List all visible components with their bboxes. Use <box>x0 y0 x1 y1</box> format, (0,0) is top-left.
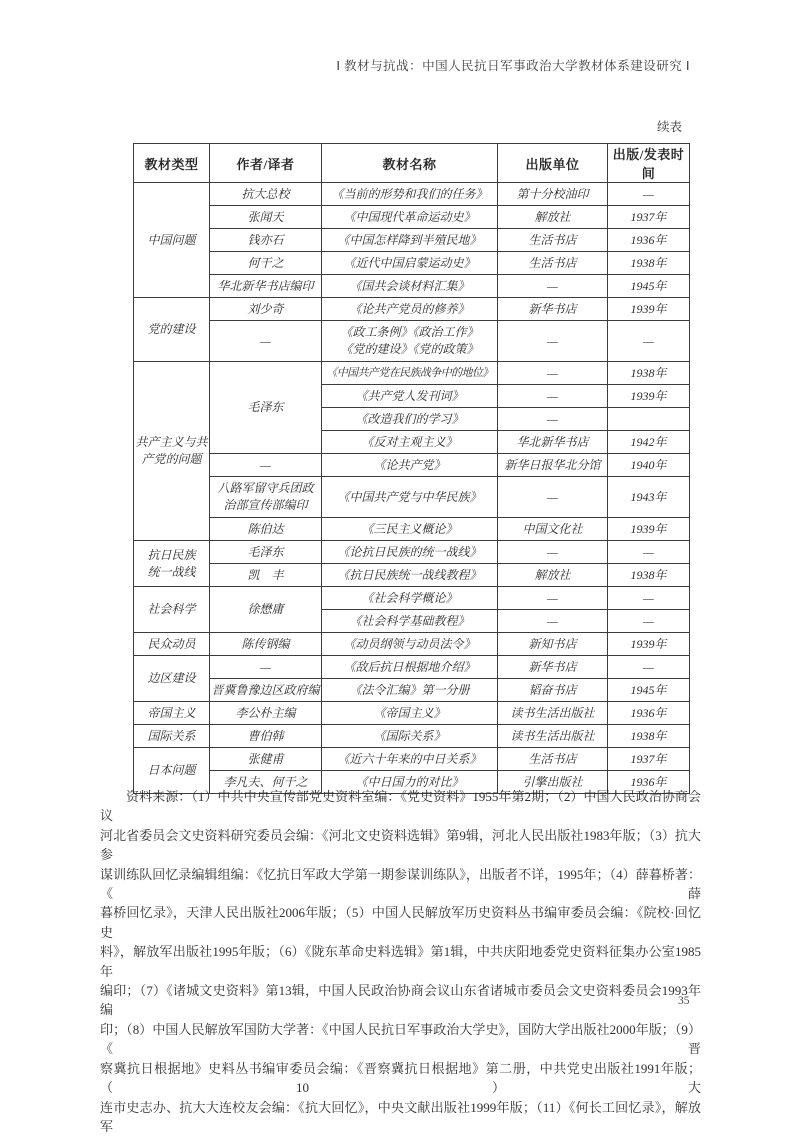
source-note-line: 印；（8）中国人民解放军国防大学著：《中国人民抗日军事政治大学史》，国防大学出版社2000年版；（9）《晋 <box>100 1020 701 1059</box>
cell-time: — <box>608 183 690 206</box>
cell-publisher: 读书生活出版社 <box>498 725 608 748</box>
cell-title: 《中日国力的对比》 <box>322 771 498 794</box>
source-note-line: 谋训练队回忆录编辑组编：《忆抗日军政大学第一期参谋训练队》，出版者不详，1995年；（4）薛暮桥著：《薛 <box>100 865 701 904</box>
cell-author: 张闻天 <box>210 206 322 229</box>
table-row <box>134 183 690 206</box>
cell-publisher: — <box>498 477 608 518</box>
table-row <box>134 725 690 748</box>
cell-author: 刘少奇 <box>210 298 322 321</box>
column-header: 出版单位 <box>498 144 608 183</box>
cell-publisher: 新知书店 <box>498 633 608 656</box>
cell-publisher: 生活书店 <box>498 252 608 275</box>
table-header-row <box>134 144 690 183</box>
cell-line: 治部宣传部编印 <box>211 497 320 514</box>
cell-time: 1938年 <box>608 725 690 748</box>
cell-category <box>134 541 210 587</box>
cell-author: 徐懋庸 <box>210 587 322 633</box>
table-row <box>134 229 690 252</box>
cell-title: 《国际关系》 <box>322 725 498 748</box>
cell-category: 日本问题 <box>134 748 210 794</box>
cell-author: 李凡夫、何干之 <box>210 771 322 794</box>
cell-time: 1943年 <box>608 477 690 518</box>
cell-author: 李公朴主编 <box>210 702 322 725</box>
cell-publisher: — <box>498 587 608 610</box>
table-row <box>134 541 690 564</box>
source-note-line: 料》，解放军出版社1995年版；（6）《陇东革命史料选辑》第1辑，中共庆阳地委党史资料征集办公室1985年 <box>100 942 701 981</box>
cell-publisher: — <box>498 275 608 298</box>
cell-author: 抗大总校 <box>210 183 322 206</box>
continued-table-label: 续表 <box>100 117 682 135</box>
table-row <box>134 206 690 229</box>
cell-time: 1939年 <box>608 633 690 656</box>
cell-category: 社会科学 <box>134 587 210 633</box>
cell-title: 《中国怎样降到半殖民地》 <box>322 229 498 252</box>
table-row <box>134 252 690 275</box>
cell-time: 1939年 <box>608 518 690 541</box>
cell-category: 中国问题 <box>134 183 210 298</box>
table-row <box>134 656 690 679</box>
column-header: 出版/发表时间 <box>608 144 690 183</box>
cell-time: 1936年 <box>608 702 690 725</box>
cell-title: 《敌后抗日根据地介绍》 <box>322 656 498 679</box>
cell-title: 《帝国主义》 <box>322 702 498 725</box>
cell-line: 八路军留守兵团政 <box>211 480 320 497</box>
cell-time: 1945年 <box>608 679 690 702</box>
table-row <box>134 298 690 321</box>
cell-line: 《政工条例》《政治工作》 <box>323 324 496 341</box>
cell-publisher: 引擎出版社 <box>498 771 608 794</box>
table-row <box>134 587 690 610</box>
cell-title: 《近六十年来的中日关系》 <box>322 748 498 771</box>
cell-line: 《党的建设》《党的政策》 <box>323 341 496 358</box>
cell-author: 何干之 <box>210 252 322 275</box>
table-row <box>134 518 690 541</box>
table-row <box>134 702 690 725</box>
table-header <box>134 144 690 183</box>
table-row <box>134 679 690 702</box>
cell-title: 《反对主观主义》 <box>322 431 498 454</box>
cell-time: 1938年 <box>608 252 690 275</box>
source-note-line: 资料来源：（1）中共中央宣传部党史资料室编：《党史资料》1955年第2期；（2）中国人民政治协商会议 <box>100 787 701 826</box>
cell-title: 《论共产党》 <box>322 454 498 477</box>
cell-time: — <box>608 656 690 679</box>
cell-title <box>322 321 498 362</box>
cell-time: 1938年 <box>608 362 690 385</box>
cell-title: 《中国共产党与中华民族》 <box>322 477 498 518</box>
cell-title: 《改造我们的学习》 <box>322 408 498 431</box>
cell-publisher: 新华书店 <box>498 298 608 321</box>
cell-title: 《中国共产党在民族战争中的地位》 <box>322 362 498 385</box>
cell-title: 《国共会谈材料汇集》 <box>322 275 498 298</box>
cell-category: 民众动员 <box>134 633 210 656</box>
source-note <box>100 787 701 1136</box>
cell-publisher: 生活书店 <box>498 748 608 771</box>
column-header: 教材名称 <box>322 144 498 183</box>
table-row <box>134 633 690 656</box>
cell-category: 帝国主义 <box>134 702 210 725</box>
cell-title: 《论抗日民族的统一战线》 <box>322 541 498 564</box>
cell-time: — <box>608 541 690 564</box>
cell-title: 《抗日民族统一战线教程》 <box>322 564 498 587</box>
source-note-line: 暮桥回忆录》，天津人民出版社2006年版；（5）中国人民解放军历史资料丛书编审委员会编：《院校·回忆史 <box>100 903 701 942</box>
cell-author: 曹伯韩 <box>210 725 322 748</box>
cell-title: 《动员纲领与动员法令》 <box>322 633 498 656</box>
textbook-table <box>133 143 690 794</box>
cell-line: 共产主义与共 <box>135 434 208 451</box>
source-note-line: 编印；（7）《诸城文史资料》第13辑，中国人民政治协商会议山东省诸城市委员会文史资料委员会1993年编 <box>100 981 701 1020</box>
cell-time: 1938年 <box>608 564 690 587</box>
cell-author: 华北新华书店编印 <box>210 275 322 298</box>
table-row <box>134 321 690 362</box>
cell-title: 《近代中国启蒙运动史》 <box>322 252 498 275</box>
cell-category: 党的建设 <box>134 298 210 362</box>
cell-publisher: 新华日报华北分馆 <box>498 454 608 477</box>
cell-category: 边区建设 <box>134 656 210 702</box>
cell-time: 1940年 <box>608 454 690 477</box>
table-row <box>134 275 690 298</box>
cell-publisher: 解放社 <box>498 206 608 229</box>
cell-publisher: 第十分校油印 <box>498 183 608 206</box>
cell-author: — <box>210 454 322 477</box>
cell-publisher: — <box>498 541 608 564</box>
cell-line: 抗日民族 <box>135 547 208 564</box>
source-note-line: 河北省委员会文史资料研究委员会编：《河北文史资料选辑》第9辑，河北人民出版社1983年版；（3）抗大参 <box>100 826 701 865</box>
cell-publisher: — <box>498 385 608 408</box>
cell-publisher: 韬奋书店 <box>498 679 608 702</box>
cell-time: 1937年 <box>608 748 690 771</box>
cell-author: 凯 丰 <box>210 564 322 587</box>
cell-title: 《论共产党员的修养》 <box>322 298 498 321</box>
cell-time: 1939年 <box>608 298 690 321</box>
cell-line: 统一战线 <box>135 564 208 581</box>
cell-category <box>134 362 210 541</box>
cell-time: — <box>608 321 690 362</box>
cell-publisher: 华北新华书店 <box>498 431 608 454</box>
cell-publisher: 读书生活出版社 <box>498 702 608 725</box>
cell-title: 《法令汇编》第一分册 <box>322 679 498 702</box>
cell-publisher: — <box>498 610 608 633</box>
cell-title: 《社会科学基础教程》 <box>322 610 498 633</box>
cell-publisher: 新华书店 <box>498 656 608 679</box>
page-number: 35 <box>678 995 690 1007</box>
table-row <box>134 454 690 477</box>
table-body <box>134 183 690 794</box>
cell-author: 晋冀鲁豫边区政府编 <box>210 679 322 702</box>
cell-category: 国际关系 <box>134 725 210 748</box>
cell-time: 1937年 <box>608 206 690 229</box>
cell-author: 张健甫 <box>210 748 322 771</box>
cell-author: 毛泽东 <box>210 541 322 564</box>
table-row <box>134 362 690 385</box>
cell-author: 毛泽东 <box>210 362 322 454</box>
cell-author: — <box>210 656 322 679</box>
cell-publisher: — <box>498 362 608 385</box>
cell-time: 1936年 <box>608 229 690 252</box>
cell-publisher: 生活书店 <box>498 229 608 252</box>
cell-author: 钱亦石 <box>210 229 322 252</box>
cell-author <box>210 477 322 518</box>
table-row <box>134 564 690 587</box>
cell-publisher: 中国文化社 <box>498 518 608 541</box>
cell-time: — <box>608 587 690 610</box>
cell-author: 陈传钢编 <box>210 633 322 656</box>
cell-publisher: — <box>498 408 608 431</box>
cell-publisher: — <box>498 321 608 362</box>
cell-publisher: 解放社 <box>498 564 608 587</box>
cell-author: — <box>210 321 322 362</box>
cell-time <box>608 408 690 431</box>
cell-author: 陈伯达 <box>210 518 322 541</box>
cell-title: 《当前的形势和我们的任务》 <box>322 183 498 206</box>
source-note-line: 连市史志办、抗大大连校友会编：《抗大回忆》，中央文献出版社1999年版；（11）《何长工回忆录》，解放军 <box>100 1098 701 1136</box>
cell-time: 1936年 <box>608 771 690 794</box>
table-row <box>134 477 690 518</box>
column-header: 教材类型 <box>134 144 210 183</box>
running-header: Ⅰ 教材与抗战：中国人民抗日军事政治大学教材体系建设研究 Ⅰ <box>100 56 690 74</box>
cell-title: 《三民主义概论》 <box>322 518 498 541</box>
cell-line: 产党的问题 <box>135 451 208 468</box>
cell-title: 《社会科学概论》 <box>322 587 498 610</box>
cell-title: 《中国现代革命运动史》 <box>322 206 498 229</box>
cell-time: 1945年 <box>608 275 690 298</box>
cell-time: 1942年 <box>608 431 690 454</box>
cell-time: 1939年 <box>608 385 690 408</box>
column-header: 作者/译者 <box>210 144 322 183</box>
table-row <box>134 748 690 771</box>
cell-time: — <box>608 610 690 633</box>
source-note-line: 察冀抗日根据地》史料丛书编审委员会编：《晋察冀抗日根据地》第二册，中共党史出版社1991年版；（10）大 <box>100 1059 701 1098</box>
cell-title: 《共产党人发刊词》 <box>322 385 498 408</box>
